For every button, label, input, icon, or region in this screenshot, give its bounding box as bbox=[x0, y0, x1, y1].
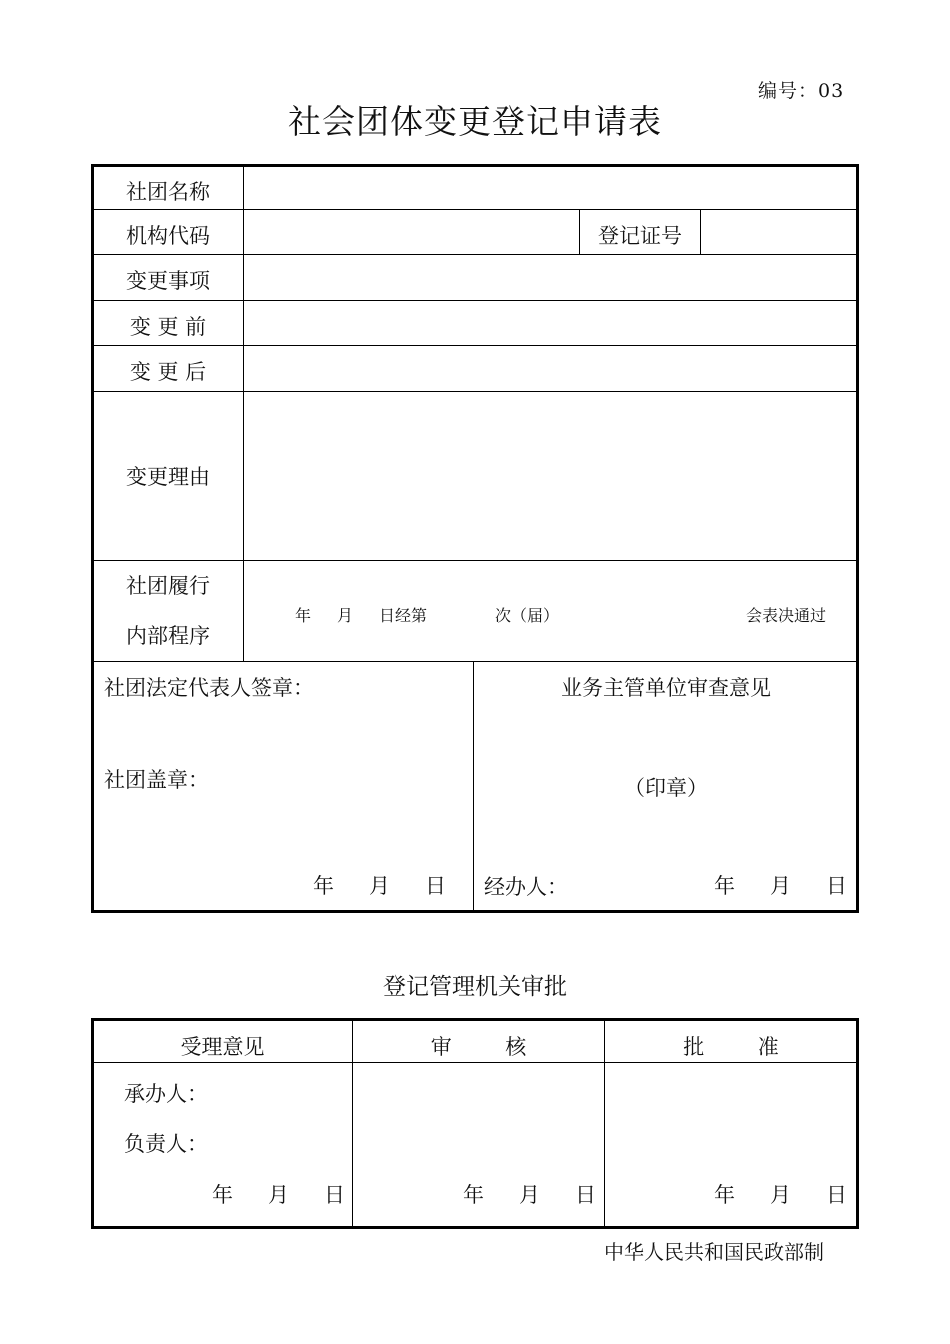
issuer-footer: 中华人民共和国民政部制 bbox=[604, 1240, 824, 1264]
change-reason-field[interactable] bbox=[245, 393, 855, 560]
supervisor-opinion-label: 业务主管单位审查意见 bbox=[561, 676, 771, 700]
before-change-field[interactable] bbox=[245, 302, 855, 345]
procedure-session: 次（届） bbox=[495, 606, 560, 625]
handler-label: 经办人： bbox=[484, 875, 568, 899]
date2-month: 月 bbox=[519, 1183, 540, 1207]
right-date-day: 日 bbox=[826, 874, 847, 898]
reg-cert-field[interactable] bbox=[702, 211, 855, 254]
date2-day: 日 bbox=[575, 1183, 596, 1207]
internal-procedure-label-line1: 社团履行 bbox=[126, 574, 210, 598]
left-date-year: 年 bbox=[313, 874, 334, 898]
date1-year: 年 bbox=[212, 1183, 233, 1207]
change-item-label: 变更事项 bbox=[126, 269, 210, 293]
seal-note: （印章） bbox=[624, 776, 708, 800]
before-change-label: 变 更 前 bbox=[129, 315, 207, 339]
procedure-year: 年 bbox=[295, 606, 312, 625]
right-date-year: 年 bbox=[714, 874, 735, 898]
review-header: 审 核 bbox=[430, 1035, 527, 1059]
org-name-field[interactable] bbox=[245, 166, 855, 209]
undertaker-label: 承办人： bbox=[124, 1082, 208, 1106]
document-number: 编号：03 bbox=[758, 80, 845, 102]
procedure-passed: 会表决通过 bbox=[746, 606, 827, 625]
approve-header: 批 准 bbox=[683, 1035, 779, 1059]
form-title: 社会团体变更登记申请表 bbox=[288, 102, 662, 141]
person-in-charge-label: 负责人： bbox=[124, 1132, 208, 1156]
date3-month: 月 bbox=[770, 1183, 791, 1207]
date3-year: 年 bbox=[714, 1183, 735, 1207]
org-name-label: 社团名称 bbox=[126, 180, 210, 204]
approval-section-title: 登记管理机关审批 bbox=[383, 974, 567, 1000]
procedure-month: 月 bbox=[337, 606, 354, 625]
org-code-field[interactable] bbox=[245, 211, 578, 254]
internal-procedure-label-line2: 内部程序 bbox=[126, 624, 210, 648]
date1-month: 月 bbox=[268, 1183, 289, 1207]
left-date-month: 月 bbox=[369, 874, 390, 898]
change-reason-label: 变更理由 bbox=[126, 465, 210, 489]
after-change-label: 变 更 后 bbox=[129, 360, 207, 384]
legal-rep-signature-label: 社团法定代表人签章： bbox=[104, 676, 314, 700]
procedure-day-via: 日经第 bbox=[379, 606, 428, 625]
right-date-month: 月 bbox=[770, 874, 791, 898]
date2-year: 年 bbox=[463, 1183, 484, 1207]
after-change-field[interactable] bbox=[245, 347, 855, 391]
org-seal-label: 社团盖章： bbox=[104, 768, 209, 792]
change-item-field[interactable] bbox=[245, 256, 855, 300]
acceptance-opinion-header: 受理意见 bbox=[180, 1035, 265, 1059]
left-date-day: 日 bbox=[425, 874, 446, 898]
reg-cert-label: 登记证号 bbox=[598, 224, 682, 248]
date1-day: 日 bbox=[324, 1183, 345, 1207]
org-code-label: 机构代码 bbox=[126, 224, 210, 248]
date3-day: 日 bbox=[826, 1183, 847, 1207]
